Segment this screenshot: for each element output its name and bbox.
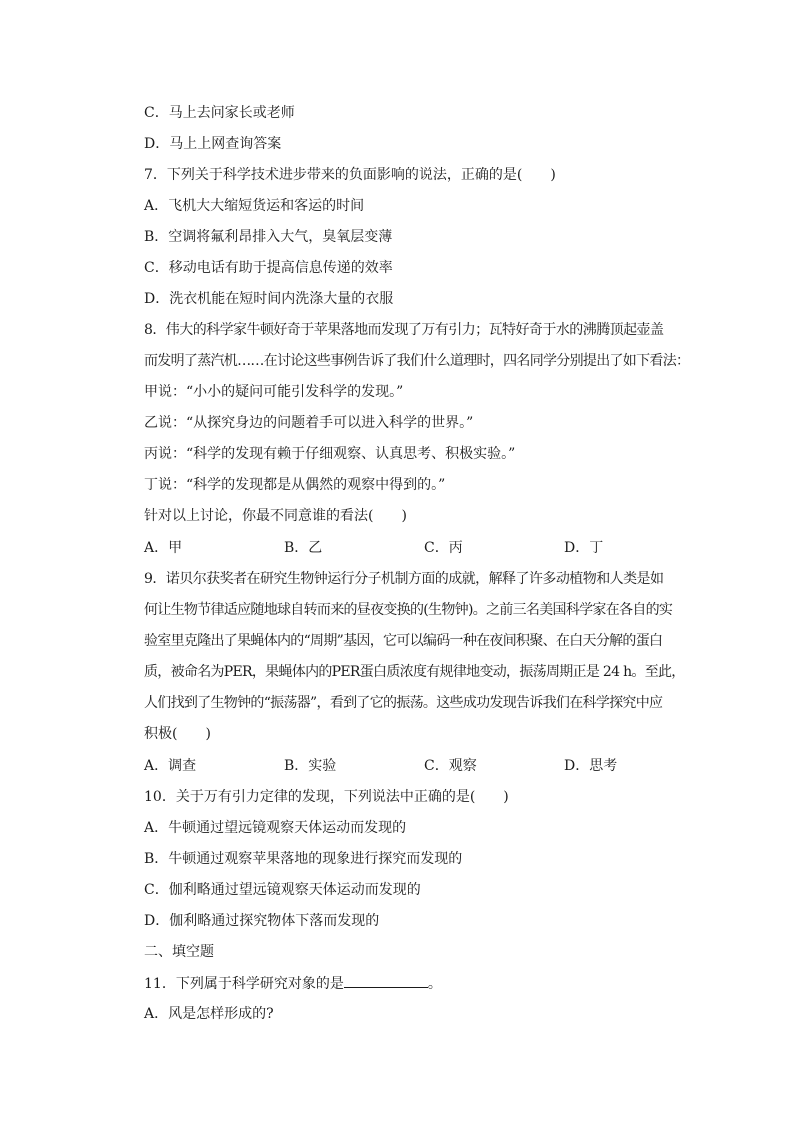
q10-option-b: B．牛顿通过观察苹果落地的现象进行探究而发现的	[144, 851, 463, 867]
q10-stem: 10．关于万有引力定律的发现，下列说法中正确的是( )	[144, 789, 509, 805]
q9-option-c: C．观察	[424, 758, 477, 774]
q9-stem-line5: 人们找到了生物钟的“振荡器”，看到了它的振荡。这些成功发现告诉我们在科学探究中应	[144, 695, 663, 711]
q8-option-c: C．丙	[424, 540, 463, 556]
q10-option-c: C．伽利略通过望远镜观察天体运动而发现的	[144, 882, 421, 898]
q9-stem-line2: 何让生物节律适应随地球自转而来的昼夜变换的(生物钟)。之前三名美国科学家在各自的实	[144, 602, 673, 618]
q8-stem-line1: 8．伟大的科学家牛顿好奇于苹果落地而发现了万有引力；瓦特好奇于水的沸腾顶起壶盖	[144, 322, 664, 338]
q11-stem-end: 。	[427, 976, 442, 992]
section-heading-fill-in: 二、填空题	[144, 944, 214, 960]
q8-statement-ding: 丁说：“科学的发现都是从偶然的观察中得到的。”	[144, 477, 446, 493]
q8-options	[144, 538, 664, 558]
q7-stem: 7．下列关于科学技术进步带来的负面影响的说法，正确的是( )	[144, 167, 556, 183]
q9-options	[144, 756, 664, 776]
q8-question: 针对以上讨论，你最不同意谁的看法( )	[144, 508, 407, 524]
q8-stem-line2: 而发明了蒸汽机……在讨论这些事例告诉了我们什么道理时，四名同学分别提出了如下看法：	[144, 353, 690, 369]
q9-option-d: D．思考	[564, 758, 618, 774]
q9-stem-line1: 9．诺贝尔获奖者在研究生物钟运行分子机制方面的成就，解释了许多动植物和人类是如	[144, 571, 664, 587]
q8-statement-yi: 乙说：“从探究身边的问题着手可以进入科学的世界。”	[144, 415, 474, 431]
q11-option-a: A．风是怎样形成的?	[144, 1006, 274, 1022]
q9-option-a: A．调查	[144, 758, 197, 774]
q8-statement-bing: 丙说：“科学的发现有赖于仔细观察、认真思考、积极实验。”	[144, 446, 516, 462]
q7-option-c: C．移动电话有助于提高信息传递的效率	[144, 260, 393, 276]
q8-option-a: A．甲	[144, 540, 183, 556]
q9-option-b: B．实验	[284, 758, 337, 774]
q11-stem	[144, 973, 442, 994]
q11-answer-blank[interactable]	[344, 973, 428, 988]
q9-stem-line6: 积极( )	[144, 726, 211, 742]
q7-option-a: A．飞机大大缩短货运和客运的时间	[144, 198, 365, 214]
q9-stem-line3: 验室里克隆出了果蝇体内的“周期”基因，它可以编码一种在夜间积聚、在白天分解的蛋白	[144, 633, 663, 649]
q9-stem-line4: 质，被命名为PER，果蝇体内的PER蛋白质浓度有规律地变动，振荡周期正是 24 h。至此，	[144, 664, 685, 680]
q6-option-c: C．马上去问家长或老师	[144, 105, 295, 121]
q11-stem-text: 11．下列属于科学研究对象的是	[144, 976, 344, 992]
q7-option-b: B．空调将氟利昂排入大气，臭氧层变薄	[144, 229, 393, 245]
q8-option-d: D．丁	[564, 540, 604, 556]
q8-option-b: B．乙	[284, 540, 323, 556]
q7-option-d: D．洗衣机能在短时间内洗涤大量的衣服	[144, 291, 394, 307]
q10-option-d: D．伽利略通过探究物体下落而发现的	[144, 913, 380, 929]
q8-statement-jia: 甲说：“小小的疑问可能引发科学的发现。”	[144, 384, 404, 400]
q10-option-a: A．牛顿通过望远镜观察天体运动而发现的	[144, 820, 407, 836]
q6-option-d: D．马上上网查询答案	[144, 136, 282, 152]
